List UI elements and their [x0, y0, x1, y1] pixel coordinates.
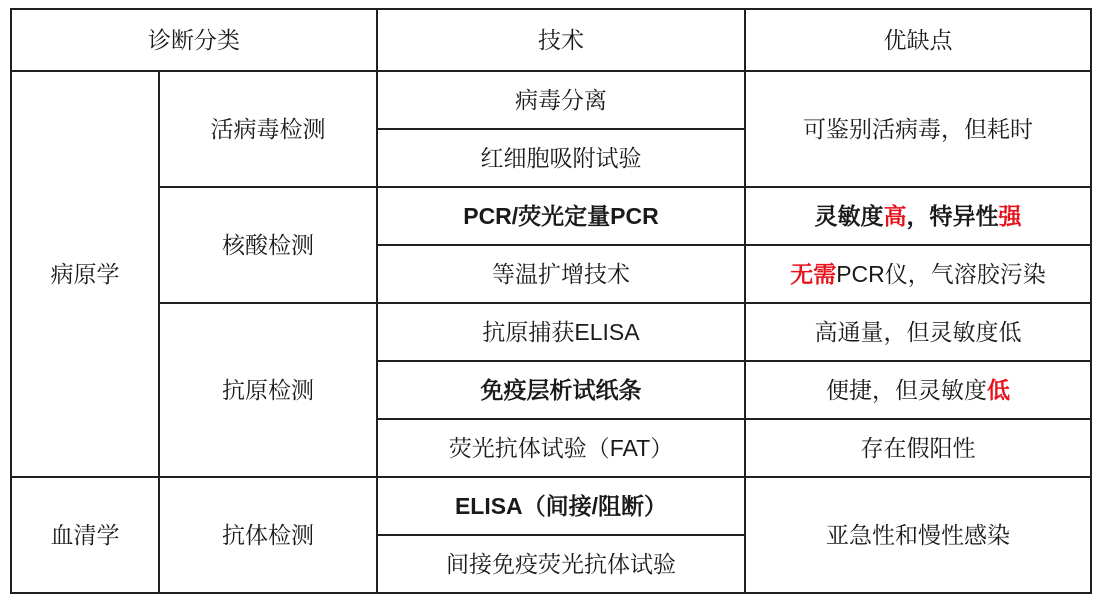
- technique-cell: 抗原捕获ELISA: [377, 303, 745, 361]
- proscons-text: [815, 319, 1022, 345]
- technique-cell: 荧光抗体试验（FAT）: [377, 419, 745, 477]
- technique-cell-pcr: PCR/荧光定量PCR: [377, 187, 745, 245]
- category-cell-pathogen: 病原学: [11, 71, 159, 477]
- header-cell-category: 诊断分类: [11, 9, 377, 71]
- proscons-text: [815, 203, 1022, 229]
- emphasis-text: 高: [883, 202, 907, 229]
- table-row: [11, 477, 1091, 535]
- proscons-text: [826, 522, 1010, 548]
- plain-text: PCR仪，气溶胶污染: [836, 260, 1046, 287]
- proscons-cell: [745, 245, 1091, 303]
- emphasis-text: 无需: [790, 260, 837, 287]
- header-cell-technique: 技术: [377, 9, 745, 71]
- emphasis-text: 低: [987, 376, 1010, 403]
- table-header-row: [11, 9, 1091, 71]
- header-cell-proscons: 优缺点: [745, 9, 1091, 71]
- subcategory-cell-antibody: 抗体检测: [159, 477, 377, 593]
- proscons-cell: [745, 187, 1091, 245]
- table-row: [11, 71, 1091, 129]
- table-row: [11, 303, 1091, 361]
- emphasis-text: 强: [998, 202, 1022, 229]
- plain-text: 高通量，但灵敏度低: [814, 318, 1022, 345]
- category-cell-serology: 血清学: [11, 477, 159, 593]
- proscons-cell: [745, 477, 1091, 593]
- technique-cell: 间接免疫荧光抗体试验: [377, 535, 745, 593]
- technique-cell: 病毒分离: [377, 71, 745, 129]
- technique-cell-elisa: ELISA（间接/阻断）: [377, 477, 745, 535]
- proscons-cell: [745, 361, 1091, 419]
- subcategory-cell-antigen: 抗原检测: [159, 303, 377, 477]
- subcategory-cell-live-virus: 活病毒检测: [159, 71, 377, 187]
- technique-cell-strip: 免疫层析试纸条: [377, 361, 745, 419]
- proscons-cell: [745, 419, 1091, 477]
- technique-cell: 红细胞吸附试验: [377, 129, 745, 187]
- plain-text: 灵敏度: [814, 202, 884, 229]
- technique-cell: 等温扩增技术: [377, 245, 745, 303]
- plain-text: 可鉴别活病毒，但耗时: [803, 115, 1033, 142]
- plain-text: ，特异性: [906, 202, 999, 229]
- subcategory-cell-nucleic-acid: 核酸检测: [159, 187, 377, 303]
- diagnostic-classification-table: [10, 8, 1092, 594]
- proscons-cell: [745, 303, 1091, 361]
- proscons-text: [803, 116, 1033, 142]
- proscons-text: [826, 377, 1010, 403]
- proscons-cell: [745, 71, 1091, 187]
- proscons-text: [790, 261, 1046, 287]
- table-row: [11, 187, 1091, 245]
- plain-text: 亚急性和慢性感染: [826, 521, 1010, 548]
- proscons-text: [861, 435, 976, 461]
- plain-text: 便捷，但灵敏度: [826, 376, 987, 403]
- plain-text: 存在假阳性: [860, 434, 976, 461]
